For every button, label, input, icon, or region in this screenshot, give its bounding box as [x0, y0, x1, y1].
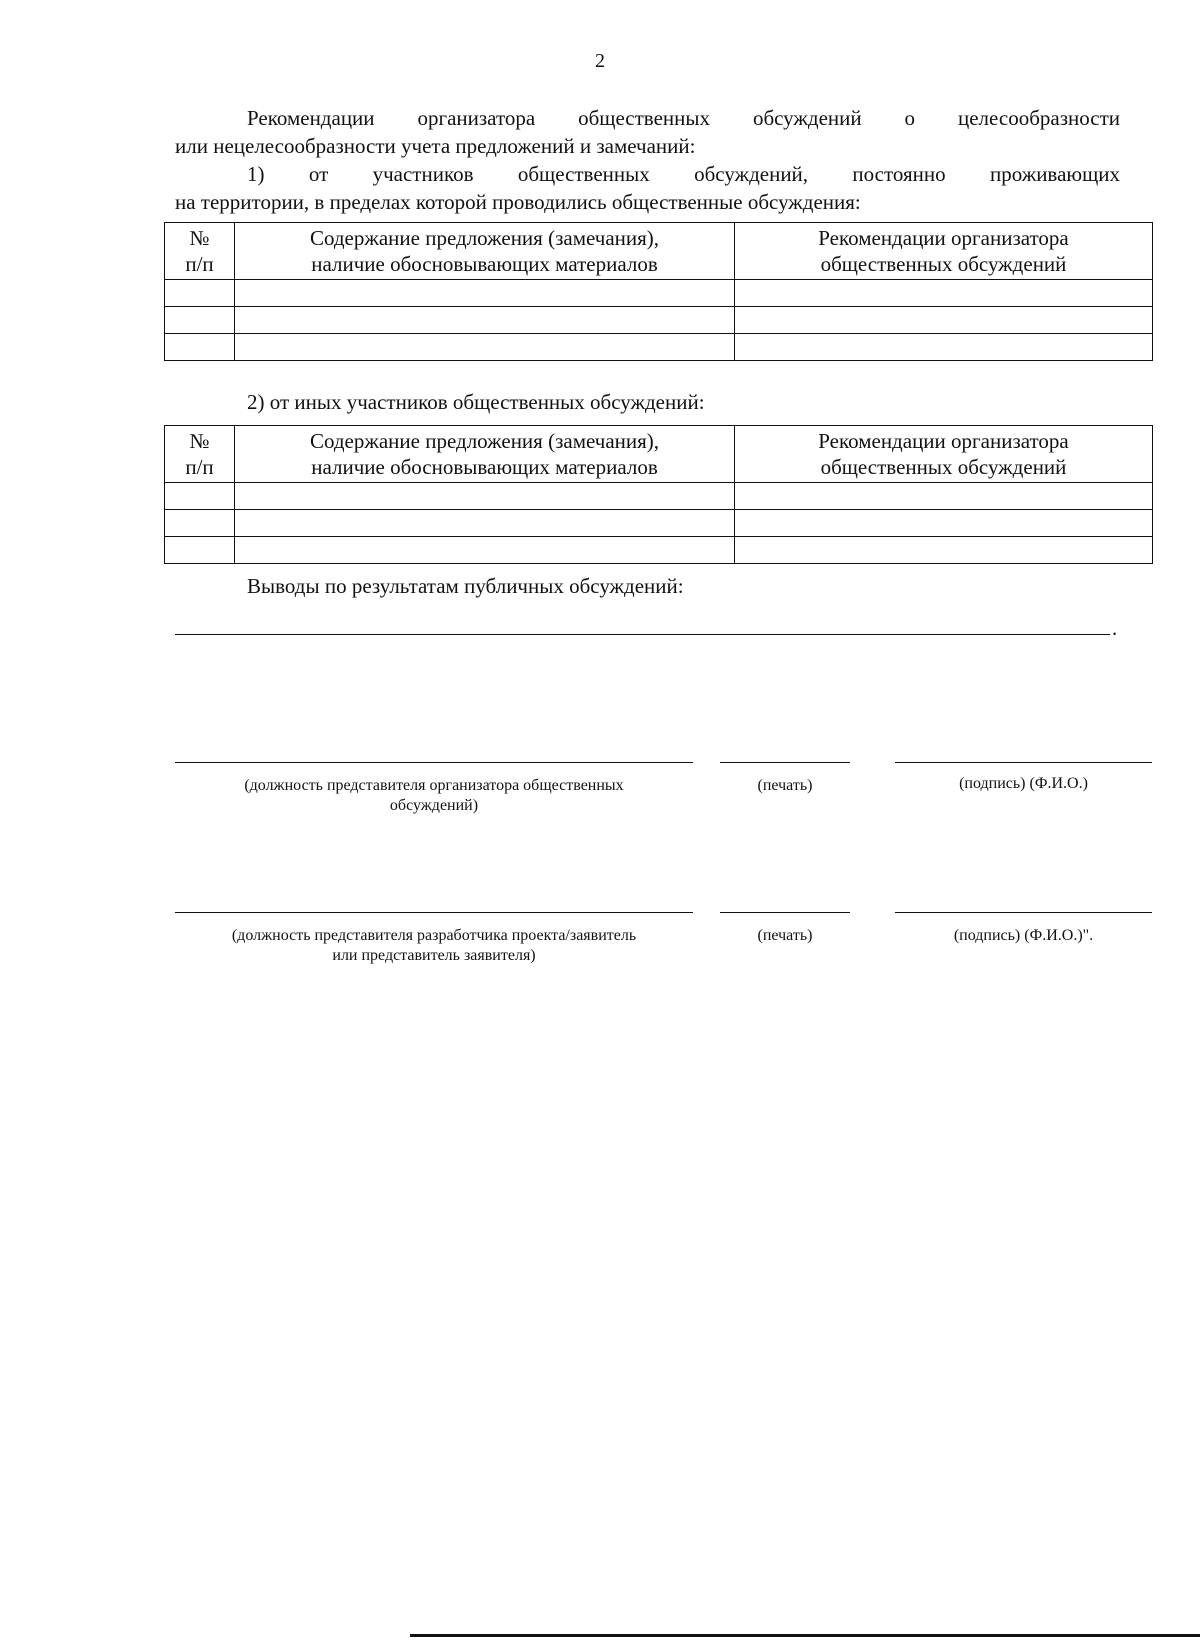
table-cell: [235, 334, 735, 361]
header-content-line-2: наличие обосновывающих материалов: [311, 455, 658, 479]
intro-paragraph: [175, 104, 1120, 216]
table-cell: [735, 307, 1153, 334]
position-line-1: [175, 762, 693, 763]
signature-line-1: [895, 762, 1152, 763]
header-content: [235, 223, 735, 280]
table-cell: [235, 280, 735, 307]
table-cell: [735, 483, 1153, 510]
table-cell: [235, 510, 735, 537]
header-content: [235, 426, 735, 483]
intro-line-2: или нецелесообразности учета предложений и замечаний:: [175, 134, 696, 158]
table-header-row: [165, 223, 1153, 280]
intro-line-1: Рекомендации организатора общественных обсуждений о целесообразности: [247, 106, 1120, 130]
seal-line-2: [720, 912, 850, 913]
table-cell: [735, 334, 1153, 361]
header-content-line-2: наличие обосновывающих материалов: [311, 252, 658, 276]
table-cell: [735, 280, 1153, 307]
seal-caption-1: (печать): [757, 777, 813, 794]
position-caption-2-line-2: или представитель заявителя): [332, 947, 536, 964]
header-number-line-2: п/п: [185, 252, 214, 276]
table-cell: [165, 334, 235, 361]
table-row: [165, 483, 1153, 510]
table-other-participants: [164, 425, 1153, 564]
signature-caption-2: (подпись) (Ф.И.О.)".: [953, 927, 1094, 944]
header-recommendation-line-2: общественных обсуждений: [820, 252, 1067, 276]
table-cell: [165, 280, 235, 307]
header-number-line-2: п/п: [185, 455, 214, 479]
table-header-row: [165, 426, 1153, 483]
position-caption-1-line-2: обсуждений): [389, 797, 479, 814]
header-content-line-1: Содержание предложения (замечания),: [309, 226, 660, 250]
header-recommendation: [735, 223, 1153, 280]
table-row: [165, 334, 1153, 361]
table-cell: [235, 307, 735, 334]
section-2-heading: 2) от иных участников общественных обсуждений:: [247, 390, 705, 414]
table-cell: [235, 537, 735, 564]
seal-line-1: [720, 762, 850, 763]
position-caption-2: [175, 926, 693, 966]
table-cell: [735, 510, 1153, 537]
header-recommendation-line-1: Рекомендации организатора: [818, 226, 1069, 250]
position-caption-1-line-1: (должность представителя организатора общественных: [244, 777, 624, 794]
table-row: [165, 537, 1153, 564]
table-cell: [165, 537, 235, 564]
table-cell: [165, 510, 235, 537]
seal-caption-2: (печать): [757, 927, 813, 944]
conclusions-fill-line: [175, 634, 1110, 635]
position-caption-2-line-1: (должность представителя разработчика проекта/заявитель: [231, 927, 637, 944]
header-number-line-1: №: [189, 226, 210, 250]
header-number: [165, 223, 235, 280]
header-recommendation-line-1: Рекомендации организатора: [818, 429, 1069, 453]
table-row: [165, 307, 1153, 334]
header-recommendation-line-2: общественных обсуждений: [820, 455, 1067, 479]
item1-line-2: на территории, в пределах которой проводились общественные обсуждения:: [175, 190, 861, 214]
position-line-2: [175, 912, 693, 913]
table-cell: [165, 307, 235, 334]
table-row: [165, 280, 1153, 307]
footer-rule: [410, 1634, 1200, 1637]
header-number: [165, 426, 235, 483]
position-caption-1: [175, 776, 693, 816]
signature-line-2: [895, 912, 1152, 913]
table-cell: [735, 537, 1153, 564]
table-row: [165, 510, 1153, 537]
table-cell: [235, 483, 735, 510]
conclusions-end-mark: .: [1112, 616, 1118, 640]
signature-caption-1: (подпись) (Ф.И.О.): [959, 775, 1088, 792]
header-number-line-1: №: [189, 429, 210, 453]
header-recommendation: [735, 426, 1153, 483]
conclusions-heading: Выводы по результатам публичных обсуждений:: [247, 574, 684, 598]
table-cell: [165, 483, 235, 510]
item1-line-1: 1) от участников общественных обсуждений, постоянно проживающих: [247, 162, 1120, 186]
page-number: 2: [595, 50, 605, 72]
header-content-line-1: Содержание предложения (замечания),: [309, 429, 660, 453]
table-residents: [164, 222, 1153, 361]
